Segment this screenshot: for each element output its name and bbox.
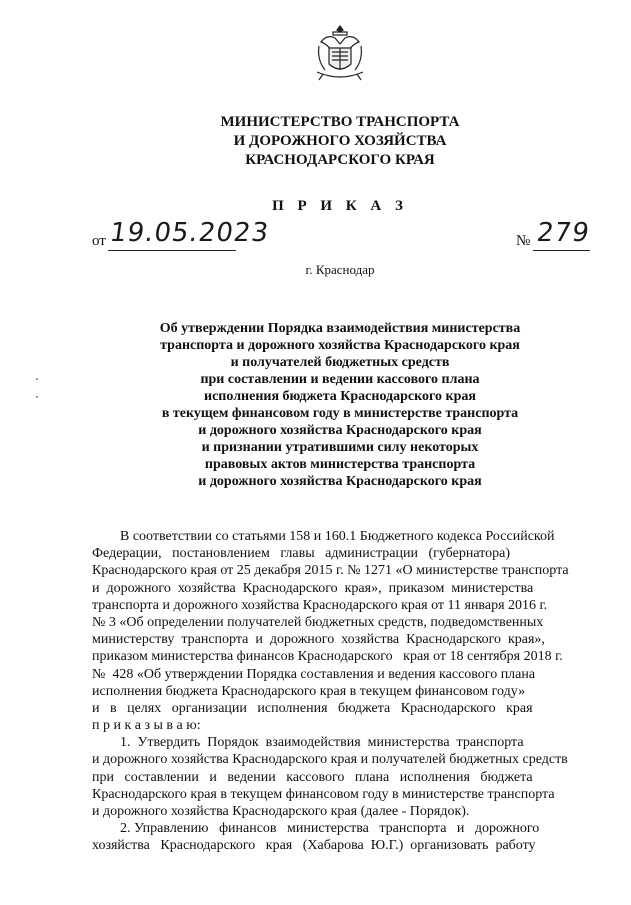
ministry-name	[180, 113, 500, 170]
coat-of-arms-icon	[313, 22, 367, 82]
body-line: № 3 «Об определении получателей бюджетных средств, подведомственных	[92, 614, 544, 630]
body-text	[92, 528, 607, 855]
ministry-line: КРАСНОДАРСКОГО КРАЯ	[245, 152, 435, 168]
body-line: хозяйства Краснодарского края (Хабарова Ю.Г.) организовать работу	[92, 838, 536, 854]
margin-mark	[36, 378, 38, 380]
order-title: П Р И К А З	[272, 198, 408, 214]
subject-line: правовых актов министерства транспорта	[204, 457, 476, 472]
subject-line: при составлении и ведении кассового плана	[200, 372, 480, 387]
order-number: 279	[534, 218, 592, 248]
body-line: 1. Утвердить Порядок взаимодействия министерства транспорта	[92, 735, 524, 751]
order-verb-line: п р и к а з ы в а ю:	[92, 718, 201, 734]
margin-mark	[36, 396, 38, 398]
subject-line: исполнения бюджета Краснодарского края	[204, 389, 476, 404]
number-prefix: №	[516, 233, 531, 249]
body-line: Федерации, постановлением главы администрации (губернатора)	[92, 546, 510, 562]
city: г. Краснодар	[305, 262, 375, 277]
body-line: при составлении и ведении кассового плана исполнения бюджета	[92, 769, 533, 785]
body-line: Краснодарского края в текущем финансовом году в министерстве транспорта	[92, 786, 555, 802]
order-subject	[145, 320, 535, 490]
number-underline	[533, 250, 590, 251]
body-line: и дорожного хозяйства Краснодарского края и получателей бюджетных средств	[92, 752, 568, 768]
ministry-line: МИНИСТЕРСТВО ТРАНСПОРТА	[220, 114, 460, 130]
ministry-line: И ДОРОЖНОГО ХОЗЯЙСТВА	[233, 133, 447, 149]
body-line: транспорта и дорожного хозяйства Краснодарского края от 11 января 2016 г.	[92, 597, 548, 613]
body-line: и в целях организации исполнения бюджета Краснодарского края	[92, 700, 533, 716]
order-date: 19.05.2023	[107, 218, 271, 248]
date-prefix: от	[92, 233, 106, 249]
subject-line: в текущем финансовом году в министерстве транспорта	[161, 406, 519, 421]
date-underline	[108, 250, 236, 251]
subject-line: транспорта и дорожного хозяйства Краснодарского края	[160, 338, 520, 353]
subject-line: и признании утратившими силу некоторых	[201, 440, 479, 455]
subject-line: и получателей бюджетных средств	[230, 355, 450, 370]
body-line: 2. Управлению финансов министерства транспорта и дорожного	[92, 821, 540, 837]
body-line: и дорожного хозяйства Краснодарского края», приказом министерства	[92, 580, 534, 596]
body-line: исполнения бюджета Краснодарского края в текущем финансовом году»	[92, 683, 526, 699]
body-line: В соответствии со статьями 158 и 160.1 Бюджетного кодекса Российской	[92, 529, 555, 544]
subject-line: Об утверждении Порядка взаимодействия министерства	[159, 321, 521, 336]
subject-line: и дорожного хозяйства Краснодарского края	[198, 423, 482, 438]
subject-line: и дорожного хозяйства Краснодарского края	[198, 474, 482, 489]
body-line: и дорожного хозяйства Краснодарского края (далее - Порядок).	[92, 804, 470, 819]
body-line: Краснодарского края от 25 декабря 2015 г. № 1271 «О министерстве транспорта	[92, 563, 569, 579]
body-line: приказом министерства финансов Краснодарского края от 18 сентября 2018 г.	[92, 649, 563, 665]
body-line: № 428 «Об утверждении Порядка составления и ведения кассового плана	[92, 666, 536, 682]
body-line: министерству транспорта и дорожного хозяйства Краснодарского края»,	[92, 632, 545, 648]
